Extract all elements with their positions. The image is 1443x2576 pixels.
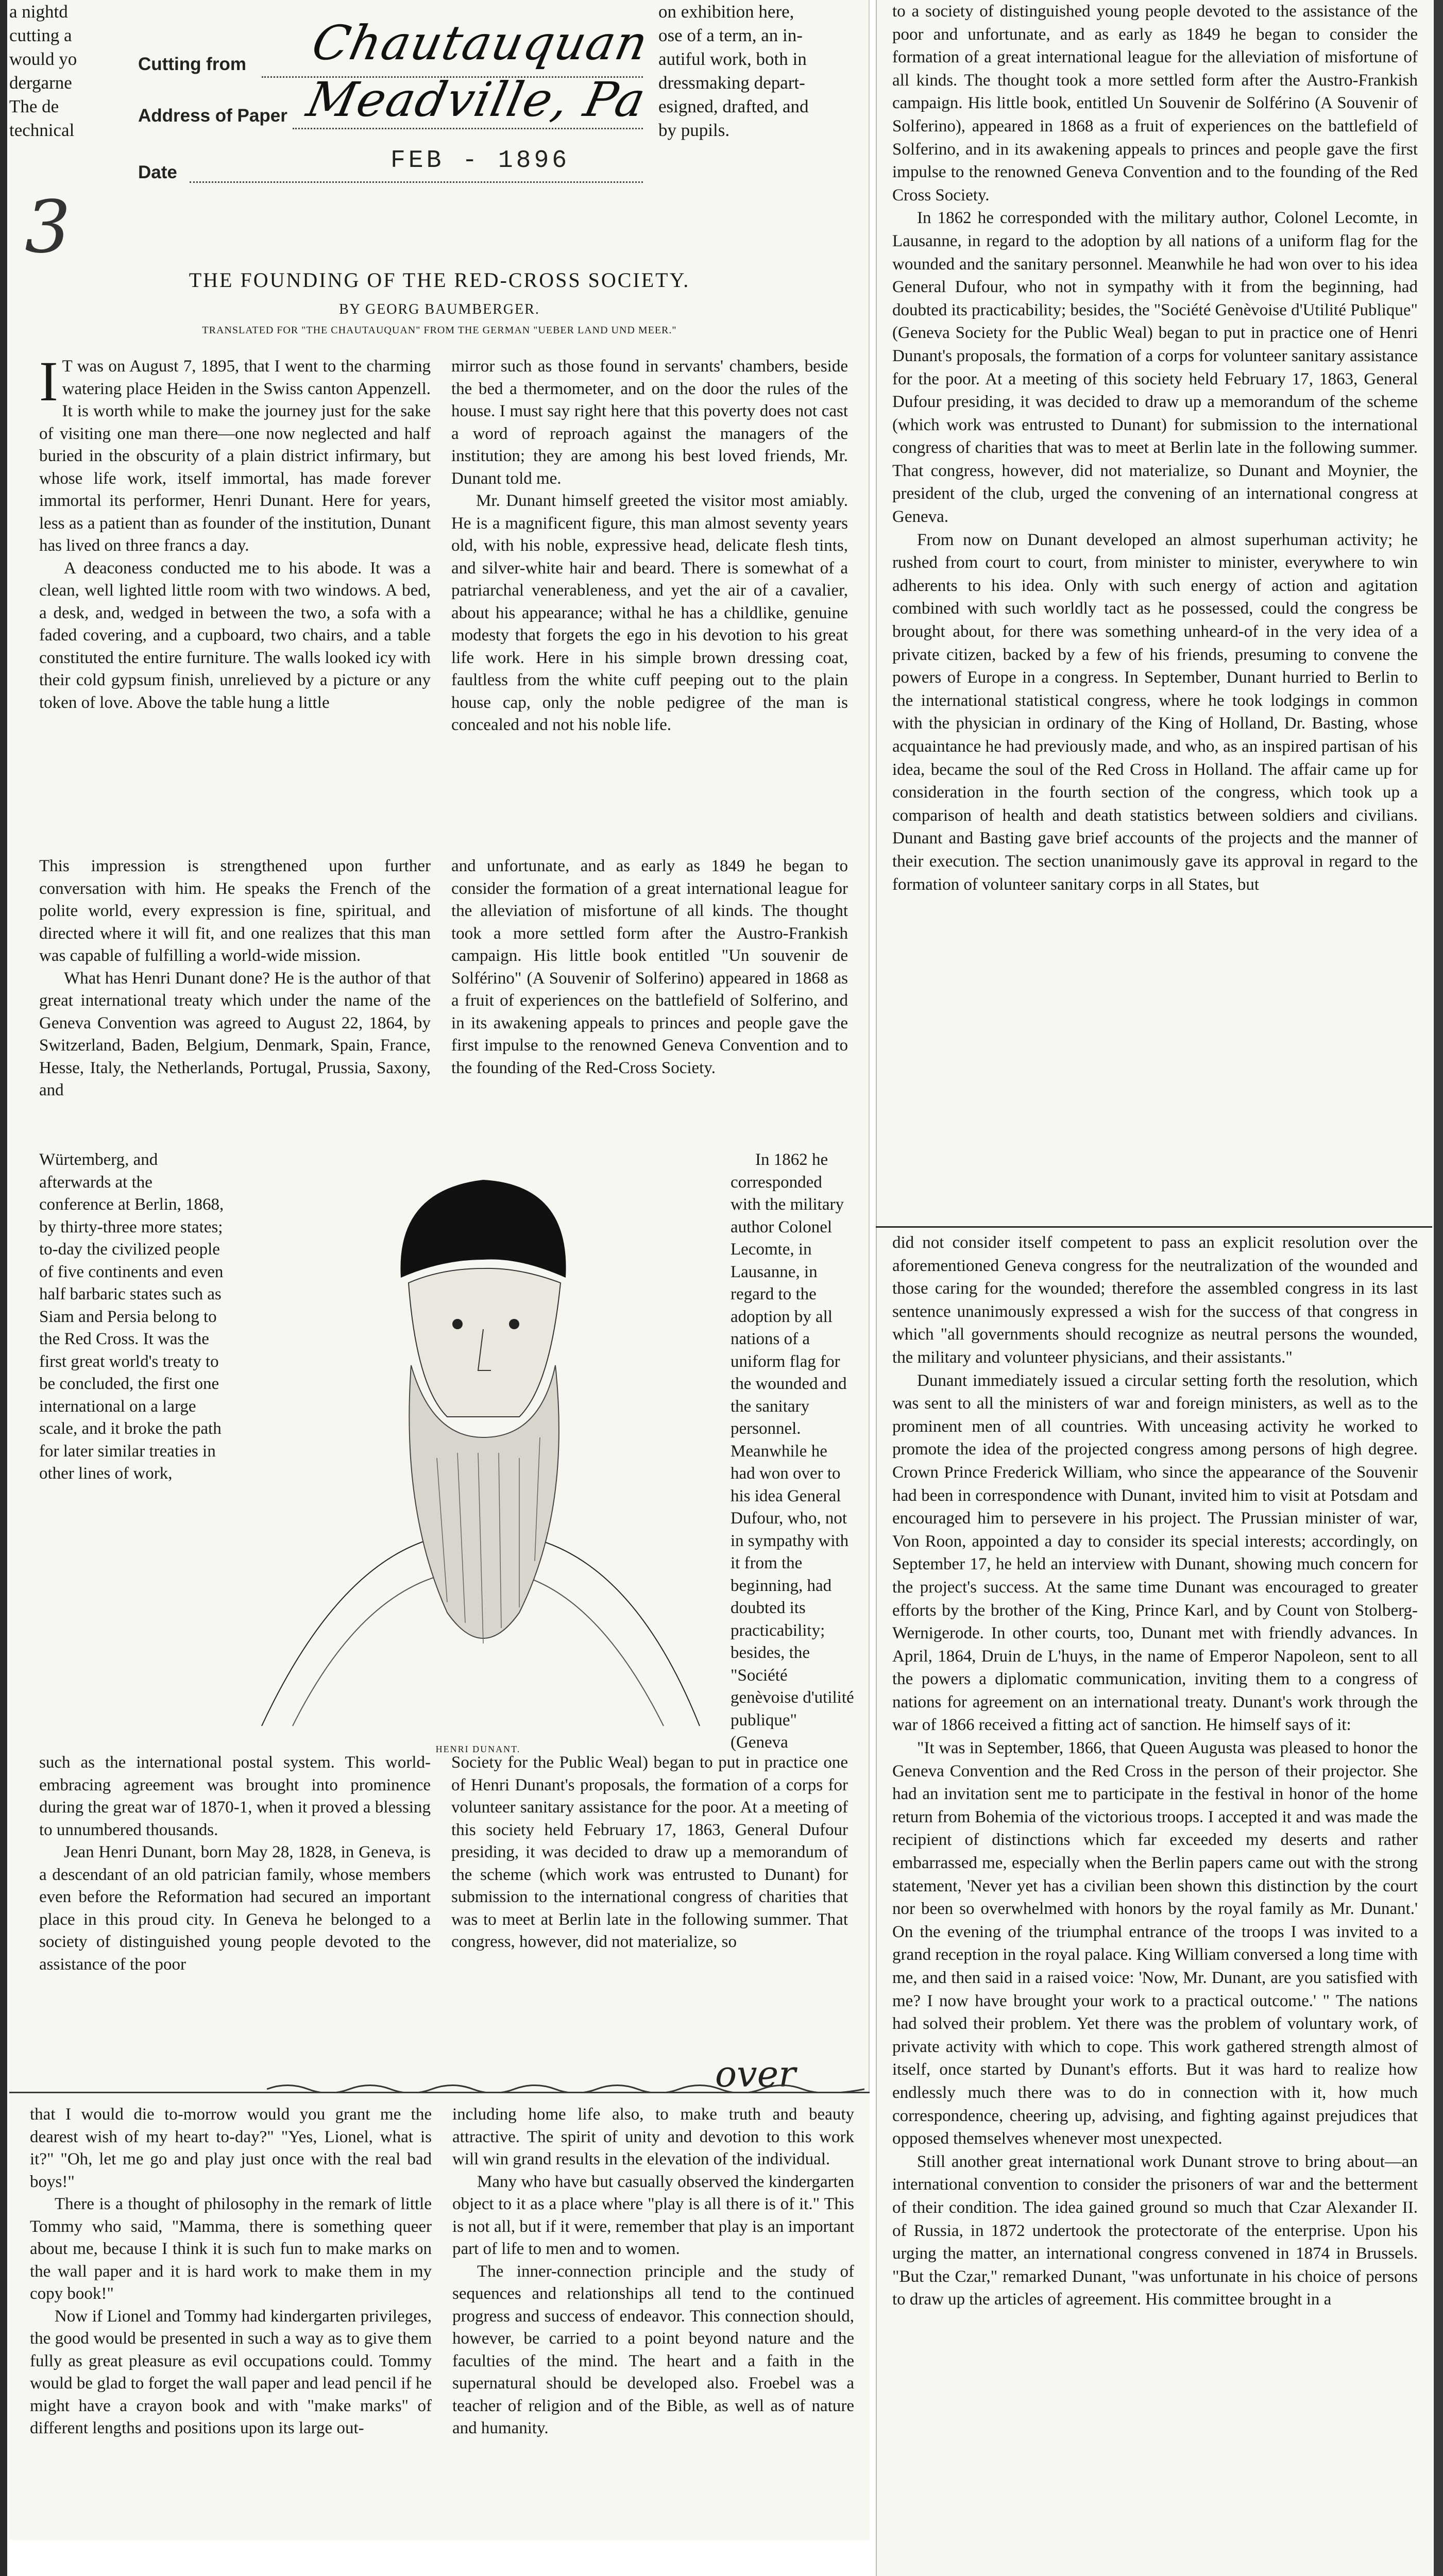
- paragraph: I T was on August 7, 1895, that I went to the charming watering place Heiden in the Swiss canton Appenzell. It is worth while to make the journey just for the sake of visiting one man there—one now neglected and half buried in the obscurity of a plain district infirmary, but whose life work, itself immortal, has made forever immortal its performer, Henri Dunant. Here for years, less as a patient than as founder of the institution, Dunant has lived on three francs a day.: [39, 350, 431, 555]
- bottom-column-2: [452, 2104, 854, 2440]
- scan-edge-left: [0, 0, 7, 2576]
- paragraph: such as the international postal system. This world-embracing agreement was brought into prominence during the great war of 1870-1, when it proved a blessing to unnumbered thousands.: [39, 1753, 431, 1839]
- column-2-upper: [451, 355, 848, 737]
- address-label: Address of Paper: [138, 106, 287, 126]
- column-1-narrow: [39, 1149, 225, 1485]
- paragraph: This impression is strengthened upon further conversation with him. He speaks the French of the polite world, every expression is fine, spiritual, and directed where it will fit, and one realizes that this man was capable of fulfilling a world-wide mission.: [39, 857, 431, 965]
- top-right-fragment: on exhibition here, ose of a term, an in- autiful work, both in dressmaking depart- esigned, drafted, and by pupils.: [658, 2, 809, 140]
- article-byline: BY GEORG BAUMBERGER.: [339, 301, 540, 317]
- date-label: Date: [138, 162, 177, 182]
- portrait-caption: HENRI DUNANT.: [435, 1744, 521, 1754]
- paragraph: that I would die to-morrow would you grant me the dearest wish of my heart to-day?" "Yes, Lionel, what is it?" "Oh, let me go and play just once with the real bad boys!": [30, 2105, 432, 2191]
- paragraph: Jean Henri Dunant, born May 28, 1828, in Geneva, is a descendant of an old patrician family, whose members even before the Reformation had secured an important place in this proud city. In Geneva he belonged to a society of distinguished young people devoted to the assistance of the poor: [39, 1843, 431, 1974]
- paragraph: Würtemberg, and afterwards at the conference at Berlin, 1868, by thirty-three more states; to-day the civilized people of five continents and even half barbaric states such as Siam and Persia belong to the Red Cross. It was the first great world's treaty to be concluded, the first one international on a large scale, and it broke the path for later similar treaties in other lines of work,: [39, 1150, 224, 1483]
- paragraph: Dunant immediately issued a circular setting forth the resolution, which was sent to all the ministers of war and foreign ministers, as well as to the prominent men of all countries. With unceasing activity he worked to promote the idea of the projected congress among persons of high degree. Crown Prince Frederick William, who since the appearance of the Souvenir had been in correspondence with Dunant, invited him to visit at Potsdam and encouraged him to persevere in his project. The Prussian minister of war, Von Roon, appointed a day to consider its special interests; accordingly, on September 17, he held an interview with Dunant, showing much concern for the project's success. At the same time Dunant was encouraged to greater efforts by the brother of the King, Prince Karl, and by Count von Stolberg-Wernigerode. In other courts, too, Dunant met with friendly advances. In April, 1864, Druin de L'huys, in the name of Emperor Napoleon, sent to all the powers a diplomatic communication, inviting them to a congress of nations for agreement on an international treaty. Dunant's work through the war of 1866 received a fitting act of sanction. He himself says of it:: [892, 1371, 1418, 1735]
- paragraph: Now if Lionel and Tommy had kindergarten privileges, the good would be presented in such a way as to give them fully as great pleasure as evil occupations could. Tommy would be glad to forget the wall paper and lead pencil if he might have a crayon book and with "make marks" of different lengths and positions upon its large out-: [30, 2307, 432, 2437]
- drop-cap: I: [39, 350, 58, 413]
- portrait-face: [409, 1268, 561, 1417]
- paragraph: Society for the Public Weal) began to put in practice one of Henri Dunant's proposals, the formation of a corps for volunteer sanitary assistance for the poor. At a meeting of this society held February 17, 1863, General Dufour presiding, it was decided to draw up a memorandum of the scheme (which work was entrusted to Dunant) for submission to the international congress of charities that was to meet at Berlin late in the following summer. That congress, however, did not materialize, so: [451, 1753, 848, 1951]
- portrait-eye: [452, 1319, 463, 1329]
- right-column-lower: [892, 1231, 1418, 2311]
- paragraph: From now on Dunant developed an almost superhuman activity; he rushed from court to court, from minister to minister, everywhere to win adherents to his idea. Only with such energy of action and agitation combined with such worldly tact as he possessed, could the congress be brought about, for there was something unheard-of in the very idea of a private citizen, backed by a few of his friends, presuming to convene the powers of Europe in a congress. In September, Dunant hurried to Berlin to the international statistical congress, where he took lodgings in common with the physician in ordinary of the King of Holland, Dr. Basting, whose acquaintance he had previously made, and who, as an inspired partisan of his idea, became the soul of the Red Cross in Holland. The affair came up for consideration in the fourth section of the congress, which took up a comparison of health and death statistics between soldiers and civilians. Dunant and Basting gave brief accounts of the projects and the manner of their execution. The section unanimously gave its approval in regard to the formation of volunteer sanitary corps in all States, but: [892, 530, 1418, 894]
- over-mark: over: [715, 2053, 796, 2092]
- henri-dunant-portrait: [231, 1149, 725, 1741]
- pencil-mark: 3: [25, 185, 71, 269]
- paragraph: There is a thought of philosophy in the remark of little Tommy who said, "Mamma, there is something queer about me, because I think it is such fun to make marks on the wall paper and it is hard work to make them in my copy book!": [30, 2195, 432, 2303]
- address-value: Meadville, Pa: [302, 72, 651, 127]
- column-1-lower: [39, 1752, 431, 1976]
- paragraph: The inner-connection principle and the study of sequences and relationships all tend to the continued progress and success of endeavor. This connection should, however, be carried to a point beyond nature and the faculties of the mind. The heart and a faith in the supernatural should be developed also. Froebel was a teacher of religion and of the Bible, as well as of nature and humanity.: [452, 2262, 854, 2437]
- paragraph: Many who have but casually observed the kindergarten object to it as a place where "play is all there is of it." This is not all, but if it were, remember that play is an important part of life to men and to women.: [452, 2172, 854, 2258]
- left-clipping: [9, 0, 870, 2092]
- cutting-from-label: Cutting from: [138, 54, 246, 74]
- scan-edge-right: [1434, 0, 1443, 2576]
- clipping-join-line: [876, 1226, 1432, 1228]
- paragraph: Still another great international work Dunant strove to bring about—an international convention to consider the prisoners of war and the betterment of their condition. The idea gained ground so much that Czar Alexander II. of Russia, in 1872 undertook the protectorate of the enterprise. Upon his urging the matter, an international congress convened in 1874 in Brussels. "But the Czar," remarked Dunant, "was unfortunate in his choice of persons to draw up the articles of agreement. His committee brought in a: [892, 2152, 1418, 2309]
- paragraph: Mr. Dunant himself greeted the visitor most amiably. He is a magnificent figure, this man almost seventy years old, with his noble, expressive head, delicate flesh tints, and silver-white hair and beard. There is somewhat of a patriarchal venerableness, and yet the air of a cavalier, about his appearance; withal he has a childlike, genuine modesty that forgets the ego in his devotion to his great life work. Here in his simple brown dressing coat, faultless from the white cuff peeping out to the plain house cap, only the noble pedigree of the man is concealed and not his noble life.: [451, 492, 848, 734]
- column-1-upper: [39, 350, 431, 714]
- cutting-from-value: Chautauquan: [307, 15, 654, 71]
- right-clipping: [876, 0, 1432, 2576]
- date-rule: [190, 181, 643, 183]
- portrait-eye: [509, 1319, 519, 1329]
- pencil-wavy-line: [267, 2079, 864, 2092]
- portrait-cap: [400, 1180, 566, 1278]
- date-value: FEB - 1896: [391, 147, 570, 175]
- top-left-fragment: a nightd cutting a would yo dergarne The de technical: [9, 2, 77, 140]
- column-2-lower: [451, 1752, 848, 1954]
- paragraph: "It was in September, 1866, that Queen Augusta was pleased to honor the Geneva Convention and the Red Cross in the person of their projector. She had an invitation sent me to participate in the festival in honor of the home return from Bohemia of the victorious troops. I accepted it and was made the recipient of distinctions which far exceeded my deserts and rather embarrassed me, especially when the Berlin papers came out with the strong statement, 'Never yet has a civilian been shown this distinction by the court nor been so overwhelmed with honors by the royal family as Mr. Dunant.' On the evening of the triumphal entrance of the troops I was invited to a grand reception in the royal palace. King William conversed a long time with me, and then said in a raised voice: 'Now, Mr. Dunant, are you satisfied with me? I now have brought your work to a practical outcome.' " The nations had solved their problem. Yet there was the problem of voluntary work, of private activity with which to cope. This work gathered strength almost of itself, once started by Dunant's efforts. But it was hard to realize how endlessly much there was to do in connection with it, how much correspondence, cheering up, advising, and fighting against prejudices that opposed themselves whenever most unexpected.: [892, 1739, 1418, 2148]
- article-title: THE FOUNDING OF THE RED-CROSS SOCIETY.: [189, 268, 690, 292]
- paragraph: In 1862 he corresponded with the military author, Colonel Lecomte, in Lausanne, in regard to the adoption by all nations of a uniform flag for the wounded and the sanitary personnel. Meanwhile he had won over to his idea General Dufour, who not in sympathy with it from the beginning, had doubted its practicability; besides, the "Société Genèvoise d'Utilité Publique" (Geneva Society for the Public Weal) began to put in practice one of Henri Dunant's proposals, the formation of a corps for volunteer sanitary assistance for the poor. At a meeting of this society held February 17, 1863, General Dufour presiding, it was decided to draw up a memorandum of the scheme (which work was entrusted to Dunant) for submission to the international congress of charities that was to meet at Berlin late in the following summer. That congress, however, did not materialize, so Dunant and Moynier, the president of the club, urged the convening of an international congress at Geneva.: [892, 209, 1418, 527]
- paragraph: A deaconess conducted me to his abode. It was a clean, well lighted little room with two windows. A bed, a desk, and, wedged in between the two, a sofa with a faded covering, and a cupboard, two chairs, and a table constituted the entire furniture. The walls looked icy with their cold gypsum finish, unrelieved by a picture or any token of love. Above the table hung a little: [39, 558, 431, 712]
- right-column-upper: [892, 0, 1418, 896]
- bottom-column-1: [30, 2104, 432, 2440]
- portrait-shading: [293, 1577, 437, 1726]
- address-rule: [293, 128, 643, 129]
- clipping-stamp: [138, 15, 653, 185]
- column-2-narrow: [731, 1149, 854, 1754]
- bottom-clipping: [9, 2092, 870, 2540]
- paragraph: and unfortunate, and as early as 1849 he began to consider the formation of a great international league for the alleviation of misfortune of all kinds. The thought took a more settled form after the Austro-Frankish campaign. His little book entitled "Un souvenir de Solférino" (A Souvenir of Solferino) appeared in 1868 as a fruit of experiences on the battlefield of Solferino, and in its awakening appeals to princes and people gave the first impulse to the renowned Geneva Convention and to the founding of the Red-Cross Society.: [451, 857, 848, 1077]
- paragraph: mirror such as those found in servants' chambers, beside the bed a thermometer, and on the door the rules of the house. I must say right here that this poverty does not cast a word of reproach against the managers of the institution; they are among his best loved friends, Mr. Dunant told me.: [451, 357, 848, 488]
- paragraph: including home life also, to make truth and beauty attractive. The spirit of unity and devotion to this work will win grand results in the elevation of the individual.: [452, 2105, 854, 2168]
- paragraph: What has Henri Dunant done? He is the author of that great international treaty which under the name of the Geneva Convention was agreed to August 22, 1864, by Switzerland, Baden, Belgium, Denmark, Spain, France, Hesse, Italy, the Netherlands, Portugal, Prussia, Saxony, and: [39, 969, 431, 1099]
- portrait-shading: [524, 1577, 664, 1726]
- paragraph: did not consider itself competent to pass an explicit resolution over the aforementioned Geneva congress for the neutralization of the wounded and those caring for the wounded; therefore the assembled congress in its last sentence unanimously expressed a wish for the success of that congress in which "all governments should recognize as neutral persons the wounded, the military and volunteer physicians, and their assistants.": [892, 1233, 1418, 1367]
- column-1-middle: [39, 855, 431, 1102]
- paragraph: In 1862 he corresponded with the military author Colonel Lecomte, in Lausanne, in regard to the adoption by all nations of a uniform flag for the wounded and the sanitary personnel. Meanwhile he had won over to his idea General Dufour, who, not in sympathy with it from the beginning, had doubted its practicability; besides, the "Société genèvoise d'utilité publique" (Geneva: [731, 1150, 854, 1752]
- article-translation-note: TRANSLATED FOR "THE CHAUTAUQUAN" FROM THE GERMAN "UEBER LAND UND MEER.": [202, 325, 677, 336]
- column-2-middle: [451, 855, 848, 1079]
- paragraph: to a society of distinguished young people devoted to the assistance of the poor and unfortunate, and as early as 1849 he began to consider the formation of a great international league for the alleviation of misfortune of all kinds. The thought took a more settled form after the Austro-Frankish campaign. His little book, entitled Un Souvenir de Solférino (A Souvenir of Solferino), appeared in 1868 as a fruit of experiences on the battlefield of Solferino, and in its awakening appeals to princes and people gave the first impulse to the renowned Geneva Convention and to the founding of the Red Cross Society.: [892, 2, 1418, 205]
